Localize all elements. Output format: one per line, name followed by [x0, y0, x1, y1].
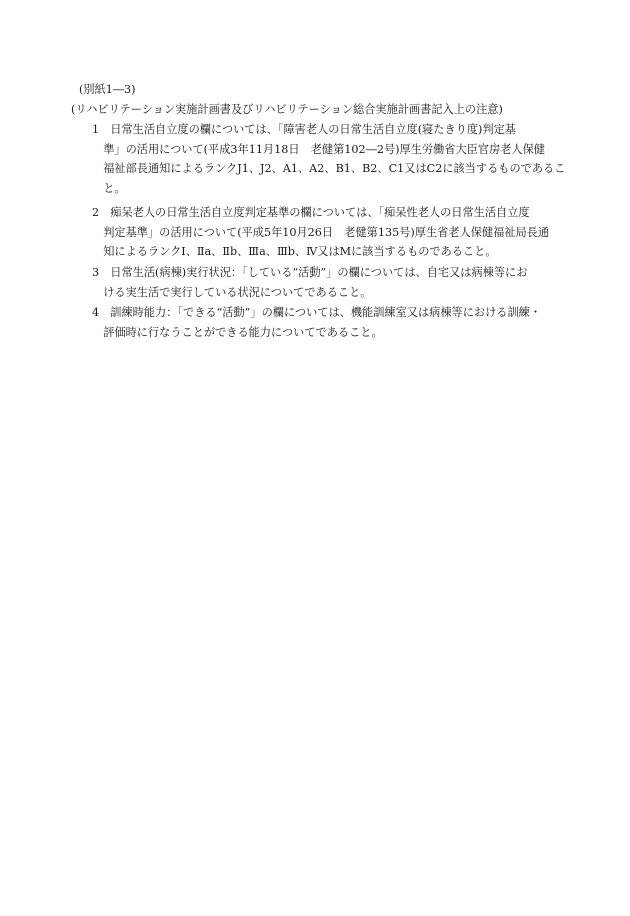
- note-2-line-1: 2 痴呆老人の日常生活自立度判定基準の欄については、「痴呆性老人の日常生活自立度: [92, 206, 530, 219]
- note-4-line-2: 評価時に行なうことができる能力についてであること。: [92, 326, 383, 339]
- document-title: (リハビリテーション実施計画書及びリハビリテーション総合実施計画書記入上の注意): [71, 103, 503, 116]
- attachment-label: (別紙1―3): [79, 83, 136, 96]
- note-1-line-3: 福祉部長通知によるランクJ1、J2、A1、A2、B1、B2、C1又はC2に該当するものであるこ: [92, 162, 566, 175]
- note-3-line-2: ける実生活で実行している状況についてであること。: [92, 286, 372, 299]
- note-1-line-1: 1 日常生活自立度の欄については、「障害老人の日常生活自立度(寝たきり度)判定基: [92, 123, 516, 136]
- note-2-line-2: 判定基準」の活用について(平成5年10月26日 老健第135号)厚生省老人保健福祉局長通: [92, 226, 550, 239]
- note-2-line-3: 知によるランクⅠ、Ⅱa、Ⅱb、Ⅲa、Ⅲb、Ⅳ又はMに該当するものであること。: [92, 245, 497, 258]
- note-3-line-1: 3 日常生活(病棟)実行状況：「している“活動”」の欄については、自宅又は病棟等にお: [92, 266, 528, 279]
- note-1-line-4: と。: [92, 182, 126, 195]
- note-1-line-2: 準」の活用について(平成3年11月18日 老健第102―2号)厚生労働省大臣官房老人保健: [92, 143, 545, 156]
- note-4-line-1: 4 訓練時能力：「できる“活動”」の欄については、機能訓練室又は病棟等における訓練・: [92, 306, 542, 319]
